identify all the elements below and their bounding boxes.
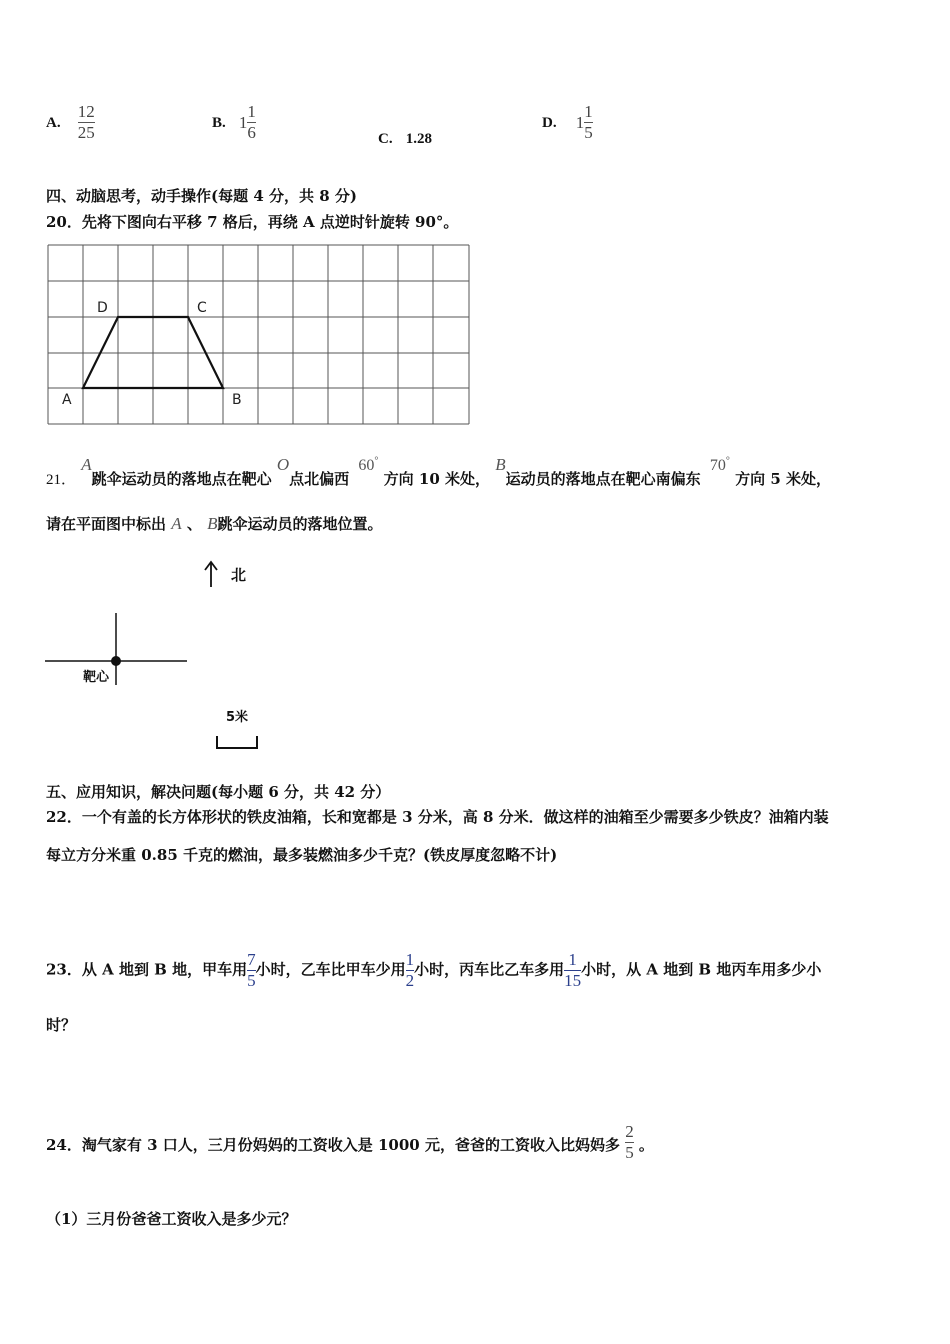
fraction — [78, 103, 95, 142]
q23-part2: 小时，乙车比甲车少用 — [255, 960, 406, 979]
q20-grid-figure — [40, 240, 480, 430]
angle-70: 70° — [709, 456, 730, 475]
q21-number: 21． — [46, 472, 77, 489]
q21-line2b: 跳伞运动员的落地位置。 — [217, 515, 383, 533]
whole-number: 1 — [238, 112, 248, 132]
option-label: A. — [46, 115, 61, 131]
fraction — [247, 103, 256, 142]
q23-part3: 小时，丙车比乙车多用 — [414, 960, 565, 979]
label-d: D — [97, 300, 108, 316]
q21-line1 — [46, 452, 831, 496]
q21-part5: 方向 5 米处， — [735, 470, 831, 489]
numerator: 1 — [584, 102, 593, 121]
q22-line2: 每立方分米重 0.85 千克的燃油，最多装燃油多少千克？(铁皮厚度忽略不计) — [46, 846, 558, 864]
target-center-label: 靶心 — [83, 670, 110, 685]
label-a: A — [62, 392, 72, 408]
q21-part3: 方向 10 米处， — [383, 470, 490, 489]
q24-part2: 。 — [638, 1135, 654, 1154]
q21-part2: 点北偏西 — [289, 470, 350, 489]
var-b: B — [495, 455, 506, 475]
q21-sep: 、 — [186, 515, 202, 533]
label-b: B — [232, 392, 242, 408]
fraction-1-15: $\frac{1}{15}$ — [564, 950, 582, 990]
q23-line1 — [46, 951, 821, 990]
label-c: C — [197, 300, 207, 316]
q21-line2a: 请在平面图中标出 — [46, 515, 167, 533]
q23-part4: 小时，从 A 地到 B 地丙车用多少小 — [581, 960, 822, 979]
q24-part1: 24．淘气家有 3 口人，三月份妈妈的工资收入是 1000 元，爸爸的工资收入比妈妈多 — [46, 1135, 620, 1154]
numerator: 1 — [247, 102, 256, 121]
q20-text: 20．先将下图向右平移 7 格后，再绕 A 点逆时针旋转 90°。 — [46, 213, 459, 231]
q21-line2 — [46, 514, 383, 534]
q21-target-figure — [40, 555, 290, 760]
q24-sub1: （1）三月份爸爸工资收入是多少元？ — [46, 1210, 297, 1228]
section-5-title: 五、应用知识，解决问题(每小题 6 分，共 42 分） — [46, 783, 391, 801]
option-c — [378, 128, 432, 148]
denominator: 5 — [584, 123, 593, 142]
option-label: D. — [542, 115, 557, 131]
scale-bar — [217, 736, 257, 748]
fraction — [584, 103, 593, 142]
fraction-7-5: $\frac{7}{5}$ — [247, 950, 256, 990]
denominator: 6 — [247, 123, 256, 142]
fraction-1-2: $\frac{1}{2}$ — [405, 950, 415, 990]
var-b-2: B — [207, 514, 218, 533]
angle-60: 60° — [358, 456, 379, 475]
var-a: A — [81, 455, 92, 475]
scale-label: 5米 — [226, 710, 249, 725]
var-a-2: A — [171, 514, 182, 533]
north-label: 北 — [231, 566, 247, 584]
var-o: O — [276, 455, 290, 475]
whole-number: 1 — [575, 112, 585, 132]
grid-lines — [48, 245, 469, 424]
denominator: 25 — [77, 123, 95, 142]
option-d — [542, 103, 593, 142]
q24-line1 — [46, 1123, 654, 1162]
option-value: 1.28 — [405, 131, 432, 147]
section-4-title: 四、动脑思考，动手操作(每题 4 分，共 8 分) — [46, 187, 357, 205]
option-a — [46, 103, 95, 142]
target-center-dot — [111, 656, 121, 666]
numerator: 12 — [77, 102, 95, 121]
option-b — [212, 103, 256, 142]
q23-part1: 23．从 A 地到 B 地，甲车用 — [46, 960, 248, 979]
option-label: C. — [378, 131, 393, 147]
q21-part4: 运动员的落地点在靶心南偏东 — [505, 470, 701, 489]
q23-line2: 时？ — [46, 1016, 77, 1034]
option-label: B. — [212, 115, 226, 131]
q21-part1: 跳伞运动员的落地点在靶心 — [91, 470, 272, 489]
fraction-2-5: $\frac{2}{5}$ — [625, 1122, 634, 1162]
q22-line1: 22．一个有盖的长方体形状的铁皮油箱，长和宽都是 3 分米，高 8 分米．做这样的油箱至少需要多少铁皮？油箱内装 — [46, 808, 829, 826]
